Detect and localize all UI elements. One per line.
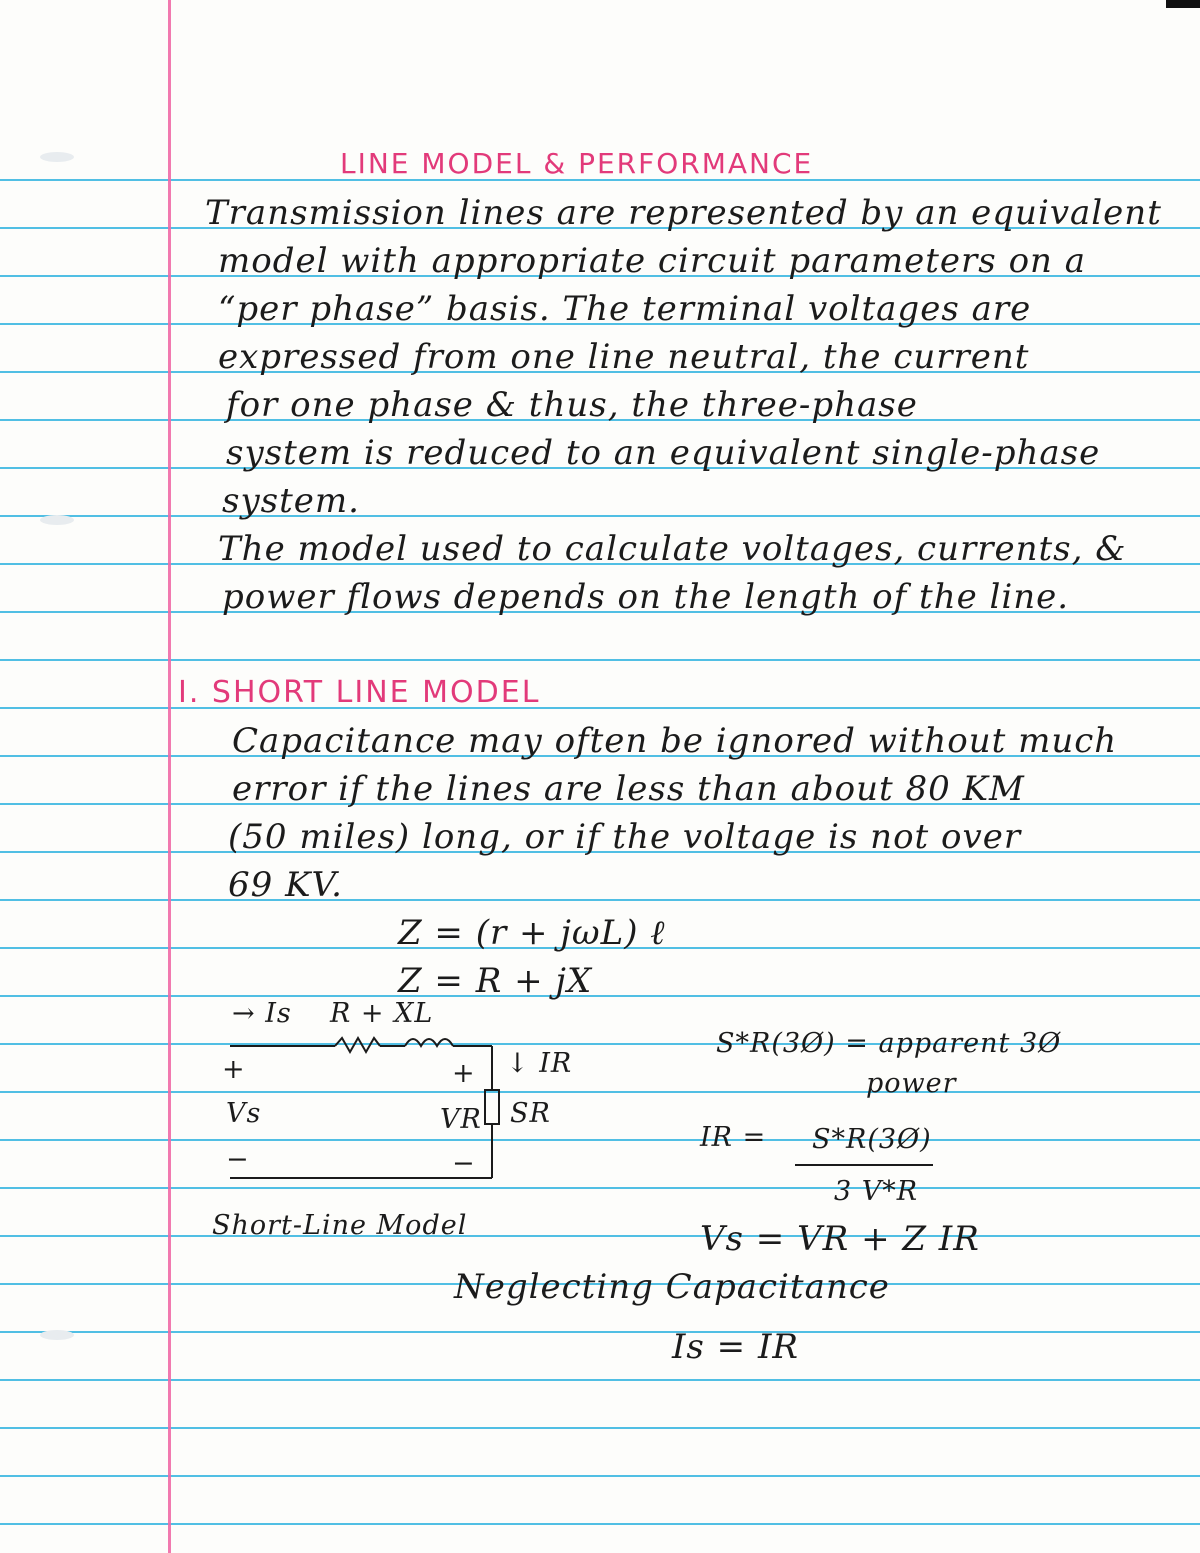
page-corner [1166,0,1200,8]
paragraph-1-line: model with appropriate circuit parameters on a [218,241,1087,281]
impedance-equation: Z = (r + jωL) ℓ [398,913,666,953]
section-text-line: (50 miles) long, or if the voltage is not over [228,817,1022,857]
section-text-line: 69 KV. [228,865,343,905]
margin-line [168,0,171,1553]
paragraph-1-line: Transmission lines are represented by an equivalent [205,193,1162,233]
diagram-caption: Short-Line Model [212,1210,468,1241]
section-text-line: Capacitance may often be ignored without much [232,721,1118,761]
paragraph-1-line: for one phase & thus, the three-phase [226,385,918,425]
punch-hole [40,152,74,162]
vs-label: Vs [226,1098,262,1129]
sr-label: SR [510,1098,551,1129]
section-text-line: error if the lines are less than about 80 KM [232,769,1025,809]
paragraph-1-line: system. [222,481,360,521]
is-equals-ir-equation: Is = IR [672,1327,800,1367]
paragraph-2-line: power flows depends on the length of the line. [222,577,1070,617]
minus-sign-left: − [226,1144,250,1175]
impedance-label: R + XL [330,998,434,1029]
minus-sign-right: − [452,1148,476,1179]
paragraph-1-line: expressed from one line neutral, the current [218,337,1030,377]
page-title: LINE MODEL & PERFORMANCE [340,147,814,180]
paragraph-1-line: system is reduced to an equivalent single-phase [226,433,1101,473]
impedance-equation: Z = R + jX [398,961,593,1001]
ir-equation-lhs: IR = [700,1122,767,1153]
punch-hole [40,1330,74,1340]
ir-current-label: ↓ IR [506,1048,573,1079]
fraction-bar [795,1164,933,1166]
is-current-label: → Is [232,998,292,1029]
ir-numerator: S*R(3Ø) [812,1124,932,1155]
paragraph-2-line: The model used to calculate voltages, currents, & [218,529,1127,569]
vr-label: VR [440,1104,482,1135]
apparent-power-definition: S*R(3Ø) = apparent 3Ø [716,1028,1062,1059]
power-word: power [866,1068,957,1099]
vs-equation: Vs = VR + Z IR [700,1219,980,1259]
neglecting-capacitance-note: Neglecting Capacitance [454,1267,890,1307]
plus-sign-right: + [452,1058,476,1089]
plus-sign-left: + [222,1054,246,1085]
section-heading: I. SHORT LINE MODEL [178,675,541,710]
ir-denominator: 3 V*R [834,1176,919,1207]
punch-hole [40,515,74,525]
paragraph-1-line: “per phase” basis. The terminal voltages are [218,289,1032,329]
